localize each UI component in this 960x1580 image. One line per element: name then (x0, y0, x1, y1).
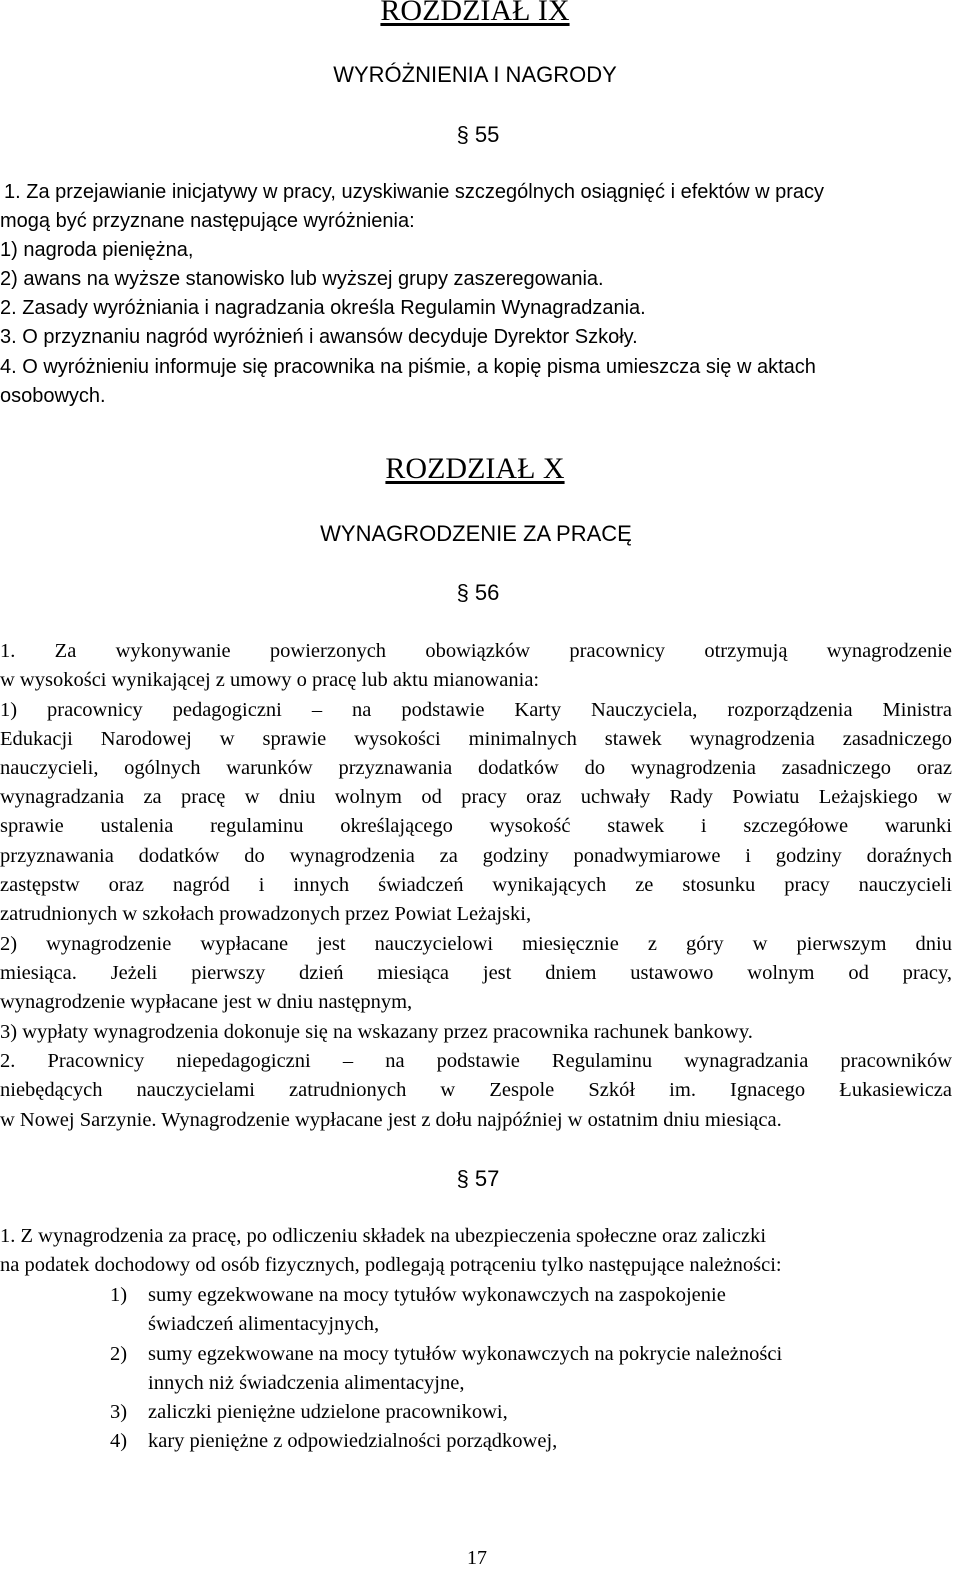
page-number: 17 (467, 1547, 487, 1569)
para-56-line-3: 1) pracownicy pedagogiczni – na podstawie Karty Nauczyciela, rozporządzenia Ministra (0, 699, 952, 721)
para-56-line-17: w Nowej Sarzynie. Wynagrodzenie wypłacane jest z dołu najpóźniej w ostatnim dniu miesiąca. (0, 1109, 782, 1131)
para-56-line-2: w wysokości wynikającej z umowy o pracę lub aktu mianowania: (0, 669, 540, 691)
para-56-line-14: 3) wypłaty wynagrodzenia dokonuje się na wskazany przez pracownika rachunek bankowy. (0, 1021, 753, 1043)
section-57: § 57 (456, 1166, 500, 1191)
list-57-item-1-line-1: sumy egzekwowane na mocy tytułów wykonawczych na zaspokojenie (148, 1284, 726, 1306)
list-57-item-1-line-2: świadczeń alimentacyjnych, (148, 1313, 380, 1335)
list-57-num-4: 4) (110, 1430, 128, 1452)
para-55-line-2: mogą być przyznane następujące wyróżnienia: (0, 210, 415, 232)
list-57-item-4-line-1: kary pieniężne z odpowiedzialności porządkowej, (148, 1430, 558, 1452)
chapter-subtitle-ix: WYRÓŻNIENIA I NAGRODY (333, 62, 617, 87)
chapter-title-x: ROZDZIAŁ X (385, 452, 565, 485)
chapter-subtitle-x: WYNAGRODZENIE ZA PRACĘ (320, 521, 632, 546)
section-55: § 55 (456, 122, 500, 147)
para-56-line-15: 2. Pracownicy niepedagogiczni – na podstawie Regulaminu wynagradzania pracowników (0, 1050, 952, 1072)
list-57-num-1: 1) (110, 1284, 128, 1306)
para-56-line-6: wynagradzania za pracę w dniu wolnym od pracy oraz uchwały Rady Powiatu Leżajskiego w (0, 786, 952, 808)
para-56-line-5: nauczycieli, ogólnych warunków przyznawania dodatków do wynagrodzenia zasadniczego oraz (0, 757, 952, 779)
list-57-item-3-line-1: zaliczki pieniężne udzielone pracownikowi, (148, 1401, 508, 1423)
para-56-line-16: niebędących nauczycielami zatrudnionych w Zespole Szkół im. Ignacego Łukasiewicza (0, 1079, 952, 1101)
list-57-num-2: 2) (110, 1343, 128, 1365)
list-57-item-2-line-2: innych niż świadczenia alimentacyjne, (148, 1372, 465, 1394)
para-56-line-13: wynagrodzenie wypłacane jest w dniu następnym, (0, 991, 413, 1013)
para-56-line-11: 2) wynagrodzenie wypłacane jest nauczycielowi miesięcznie z góry w pierwszym dniu (0, 933, 952, 955)
para-56-line-12: miesiąca. Jeżeli pierwszy dzień miesiąca jest dniem ustawowo wolnym od pracy, (0, 962, 952, 984)
para-55-line-4: 2) awans na wyższe stanowisko lub wyższej grupy zaszeregowania. (0, 268, 604, 290)
list-57-item-2-line-1: sumy egzekwowane na mocy tytułów wykonawczych na pokrycie należności (148, 1343, 783, 1365)
para-56-line-1: 1. Za wykonywanie powierzonych obowiązków pracownicy otrzymują wynagrodzenie (0, 640, 952, 662)
para-55-line-8: osobowych. (0, 385, 106, 407)
para-56-line-8: przyznawania dodatków do wynagrodzenia za godziny ponadwymiarowe i godziny doraźnych (0, 845, 952, 867)
para-55-line-3: 1) nagroda pieniężna, (0, 239, 194, 261)
para-55-line-7: 4. O wyróżnieniu informuje się pracownika na piśmie, a kopię pisma umieszcza się w aktach (0, 356, 816, 378)
para-56-line-10: zatrudnionych w szkołach prowadzonych przez Powiat Leżajski, (0, 903, 532, 925)
para-57-line-2: na podatek dochodowy od osób fizycznych, podlegają potrąceniu tylko następujące należności: (0, 1254, 782, 1276)
chapter-title-ix: ROZDZIAŁ IX (380, 0, 570, 27)
para-56-line-9: zastępstw oraz nagród i innych świadczeń wynikających ze stosunku pracy nauczycieli (0, 874, 952, 896)
para-55-line-5: 2. Zasady wyróżniania i nagradzania określa Regulamin Wynagradzania. (0, 297, 646, 319)
para-56-line-7: sprawie ustalenia regulaminu określającego wysokość stawek i szczegółowe warunki (0, 815, 952, 837)
para-55-line-1: 1. Za przejawianie inicjatywy w pracy, uzyskiwanie szczególnych osiągnięć i efektów w pracy (4, 181, 824, 203)
para-57-line-1: 1. Z wynagrodzenia za pracę, po odliczeniu składek na ubezpieczenia społeczne oraz zaliczki (0, 1225, 767, 1247)
section-56: § 56 (456, 580, 500, 605)
list-57-num-3: 3) (110, 1401, 128, 1423)
para-55-line-6: 3. O przyznaniu nagród wyróżnień i awansów decyduje Dyrektor Szkoły. (0, 326, 638, 348)
para-56-line-4: Edukacji Narodowej w sprawie wysokości minimalnych stawek wynagrodzenia zasadniczego (0, 728, 952, 750)
